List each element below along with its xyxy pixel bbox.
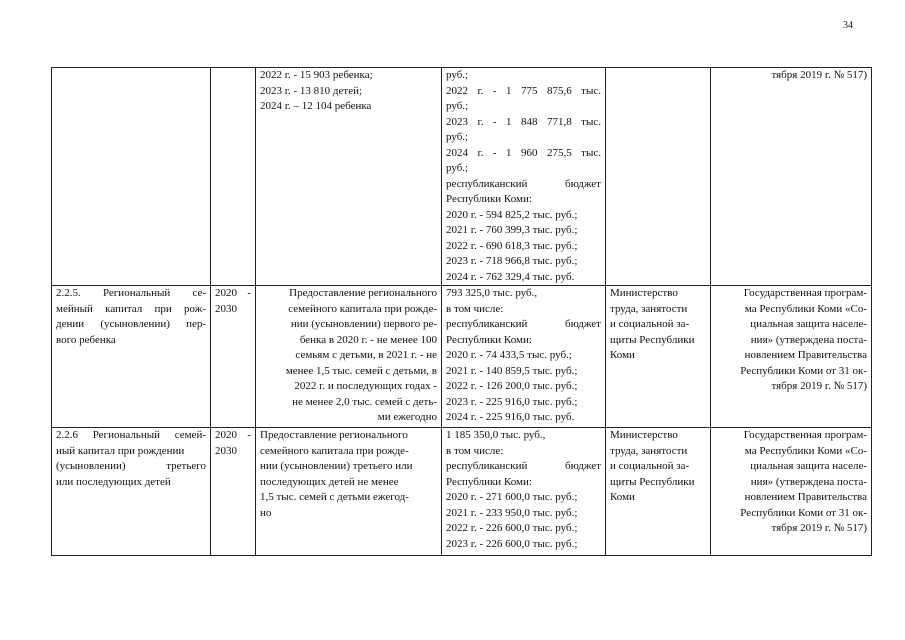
cell-line: 2021 г. - 233 950,0 тыс. руб.; xyxy=(446,506,578,519)
program-cell xyxy=(711,286,872,428)
cell-line: 2024 г. - 225 916,0 тыс. руб. xyxy=(446,411,575,423)
cell-line: щиты Республики xyxy=(610,475,695,488)
cell-line: 2022 г. и последующих годах - xyxy=(294,380,437,392)
cell-line: нии (усыновлении) первого ре- xyxy=(290,318,437,330)
cell-line: руб.; xyxy=(446,131,469,143)
cell-line: семьям с детьми, в 2021 г. - не xyxy=(295,349,437,361)
cell-line: новлением Правительства xyxy=(744,491,867,503)
cell-line: республиканский бюджет xyxy=(446,460,601,472)
cell-line: 2023 г. - 718 966,8 тыс. руб.; xyxy=(446,255,578,267)
cell-line: 2.2.6 Региональный семей- xyxy=(56,429,206,441)
table-row-continuation xyxy=(52,68,872,286)
indicators-cell xyxy=(256,286,442,428)
funding-cell xyxy=(442,286,606,428)
cell-line: 2.2.5. Региональный се- xyxy=(56,287,206,299)
cell-line: республиканский бюджет xyxy=(446,177,601,190)
funding-cell xyxy=(442,68,606,286)
cell-line: 1 185 350,0 тыс. руб., xyxy=(446,429,546,441)
cell-line: или последующих детей xyxy=(56,475,171,488)
cell-line: тября 2019 г. № 517) xyxy=(771,522,867,534)
cell-line: ния» (утверждена поста- xyxy=(750,475,867,488)
cell-line: новлением Правительства xyxy=(744,349,867,361)
cell-line: Республики Коми: xyxy=(446,475,532,488)
cell-line: труда, занятости xyxy=(610,444,688,457)
cell-line: и социальной за- xyxy=(610,460,690,472)
cell-line: мейный капитал при рож- xyxy=(56,302,206,315)
cell-line: 2022 г. - 15 903 ребенка; xyxy=(260,69,373,81)
cell-line: 2023 г. - 13 810 детей; xyxy=(260,84,363,97)
cell-line: семейного капитала при рожде- xyxy=(288,302,437,315)
cell-line: Министерство xyxy=(610,429,678,441)
name-cell xyxy=(52,68,211,286)
executor-cell xyxy=(606,286,711,428)
indicators-cell xyxy=(256,68,442,286)
cell-line: ми ежегодно xyxy=(377,411,437,423)
cell-line: 2024 г. - 762 329,4 тыс. руб. xyxy=(446,270,575,283)
cell-line: 2020 г. - 271 600,0 тыс. руб.; xyxy=(446,491,578,503)
cell-line: 2024 г. – 12 104 ребенка xyxy=(260,100,372,112)
cell-line: и социальной за- xyxy=(610,318,690,330)
page-number: 34 xyxy=(843,20,853,31)
indicators-cell xyxy=(256,428,442,556)
cell-line: 1,5 тыс. семей с детьми ежегод- xyxy=(260,491,409,503)
cell-line: Предоставление регионального xyxy=(289,287,437,299)
cell-line: труда, занятости xyxy=(610,302,688,315)
cell-line: дении (усыновлении) пер- xyxy=(56,318,206,330)
cell-line: Коми xyxy=(610,349,635,361)
measures-table xyxy=(51,67,872,556)
cell-line: 2023 г. - 1 848 771,8 тыс. xyxy=(446,115,601,128)
cell-line: в том числе: xyxy=(446,444,504,457)
cell-line: не менее 2,0 тыс. семей с деть- xyxy=(292,395,437,408)
cell-line: республиканский бюджет xyxy=(446,318,601,330)
cell-line: Республики Коми от 31 ок- xyxy=(740,364,867,377)
cell-line: вого ребенка xyxy=(56,333,116,346)
cell-line: 2021 г. - 140 859,5 тыс. руб.; xyxy=(446,364,578,377)
cell-line: семейного капитала при рожде- xyxy=(260,444,409,457)
program-cell xyxy=(711,428,872,556)
cell-line: но xyxy=(260,506,272,519)
cell-line: Государственная програм- xyxy=(743,287,867,299)
cell-line: 2020 г. - 594 825,2 тыс. руб.; xyxy=(446,208,578,221)
cell-line: Республики Коми: xyxy=(446,333,532,346)
table-row-2-2-6 xyxy=(52,428,872,556)
cell-line: 2023 г. - 226 600,0 тыс. руб.; xyxy=(446,537,578,550)
cell-line: 2022 г. - 1 775 875,6 тыс. xyxy=(446,84,601,97)
years-cell xyxy=(211,68,256,286)
cell-line: ный капитал при рождении xyxy=(56,444,185,457)
cell-line: Коми xyxy=(610,491,635,503)
cell-line: Государственная програм- xyxy=(743,429,867,441)
cell-line: щиты Республики xyxy=(610,333,695,346)
years-cell xyxy=(211,286,256,428)
cell-line: циальная защита населе- xyxy=(750,460,867,472)
cell-line: тября 2019 г. № 517) xyxy=(771,380,867,392)
cell-line: бенка в 2020 г. - не менее 100 xyxy=(299,333,437,346)
cell-line: 2020 - xyxy=(215,287,251,299)
cell-line: руб.; xyxy=(446,100,469,112)
executor-cell xyxy=(606,428,711,556)
cell-line: нии (усыновлении) третьего или xyxy=(260,460,413,472)
cell-line: Республики Коми: xyxy=(446,193,532,205)
cell-line: 2020 - xyxy=(215,429,251,441)
table-row-2-2-5 xyxy=(52,286,872,428)
cell-line: руб.; xyxy=(446,162,469,174)
cell-line: Республики Коми от 31 ок- xyxy=(740,506,867,519)
name-cell xyxy=(52,286,211,428)
cell-line: руб.; xyxy=(446,69,469,81)
cell-line: 2022 г. - 690 618,3 тыс. руб.; xyxy=(446,239,578,252)
cell-line: 793 325,0 тыс. руб., xyxy=(446,287,538,299)
cell-line: 2024 г. - 1 960 275,5 тыс. xyxy=(446,146,601,159)
name-cell xyxy=(52,428,211,556)
program-cell xyxy=(711,68,872,286)
cell-line: 2021 г. - 760 399,3 тыс. руб.; xyxy=(446,224,578,236)
cell-line: менее 1,5 тыс. семей с детьми, в xyxy=(285,364,437,377)
cell-line: 2022 г. - 126 200,0 тыс. руб.; xyxy=(446,380,578,392)
cell-line: 2022 г. - 226 600,0 тыс. руб.; xyxy=(446,522,578,534)
years-cell xyxy=(211,428,256,556)
cell-line: Предоставление регионального xyxy=(260,429,408,441)
funding-cell xyxy=(442,428,606,556)
cell-line: (усыновлении) третьего xyxy=(56,460,206,472)
cell-line: ма Республики Коми «Со- xyxy=(744,302,867,315)
cell-line: 2020 г. - 74 433,5 тыс. руб.; xyxy=(446,349,572,361)
cell-line: Министерство xyxy=(610,287,678,299)
cell-line: последующих детей не менее xyxy=(260,475,399,488)
cell-line: ма Республики Коми «Со- xyxy=(744,444,867,457)
cell-line: тября 2019 г. № 517) xyxy=(771,69,867,81)
cell-line: 2023 г. - 225 916,0 тыс. руб.; xyxy=(446,395,578,408)
cell-line: циальная защита населе- xyxy=(750,318,867,330)
cell-line: 2030 xyxy=(215,302,237,315)
cell-line: ния» (утверждена поста- xyxy=(750,333,867,346)
executor-cell xyxy=(606,68,711,286)
cell-line: в том числе: xyxy=(446,302,504,315)
cell-line: 2030 xyxy=(215,444,237,457)
